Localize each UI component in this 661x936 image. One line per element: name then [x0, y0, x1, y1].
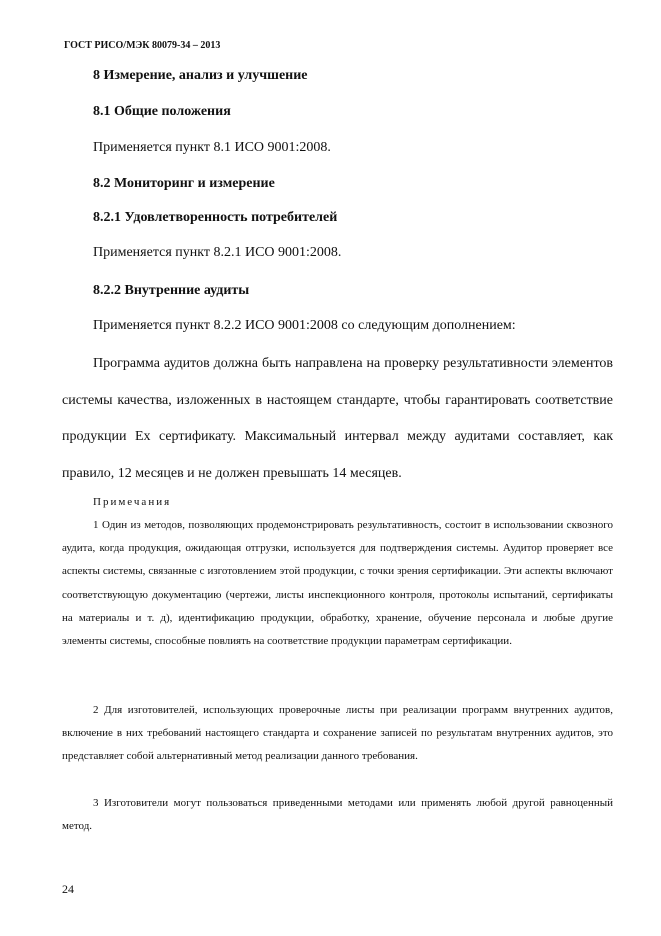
section-8-2-2-title: 8.2.2 Внутренние аудиты	[93, 283, 250, 298]
section-8-2-2-body: Программа аудитов должна быть направлена на проверку результативности элементов системы качества, изложенных в настоящем стандарте, чтобы гарантировать соответствие продукции Ех сертификату. Максимальный интервал между аудитами составляет, как правило, 12 месяцев и не должен превышать 14 месяцев.	[62, 356, 613, 481]
section-8-2-2-text: Применяется пункт 8.2.2 ИСО 9001:2008 со следующим дополнением:	[93, 318, 516, 333]
note-1: 1 Один из методов, позволяющих продемонстрировать результативность, состоит в использовании сквозного аудита, когда продукция, ожидающая отгрузки, используется для подтверждения системы. Аудитор проверяет все аспекты системы, связанные с изготовлением этой продукции, с точки зрения сертификации. Эти аспекты включают соответствующую документацию (чертежи, листы инспекционного контроля, протоколы испытаний, сертификаты на материалы и т. д), идентификацию продукции, обработку, хранение, обучение персонала и любые другие элементы системы, способные повлиять на соответствие продукции параметрам сертификации.	[62, 519, 613, 648]
notes-title: Примечания	[93, 496, 172, 508]
section-8-title: 8 Измерение, анализ и улучшение	[93, 68, 308, 83]
section-8-2-1-text: Применяется пункт 8.2.1 ИСО 9001:2008.	[93, 245, 342, 260]
page-number: 24	[62, 882, 74, 896]
note-2: 2 Для изготовителей, использующих проверочные листы при реализации программ внутренних аудитов, включение в них требований настоящего стандарта и сохранение записей по результатам внутренних аудитов, это представляет собой альтернативный метод реализации данного требования.	[62, 704, 613, 763]
section-8-2-title: 8.2 Мониторинг и измерение	[93, 176, 275, 191]
note-3: 3 Изготовители могут пользоваться приведенными методами или применять любой другой равноценный метод.	[62, 797, 613, 833]
section-8-2-1-title: 8.2.1 Удовлетворенность потребителей	[93, 210, 338, 225]
section-8-1-text: Применяется пункт 8.1 ИСО 9001:2008.	[93, 140, 331, 155]
section-8-1-title: 8.1 Общие положения	[93, 104, 231, 119]
document-header: ГОСТ РИСО/МЭК 80079-34 – 2013	[64, 40, 221, 51]
